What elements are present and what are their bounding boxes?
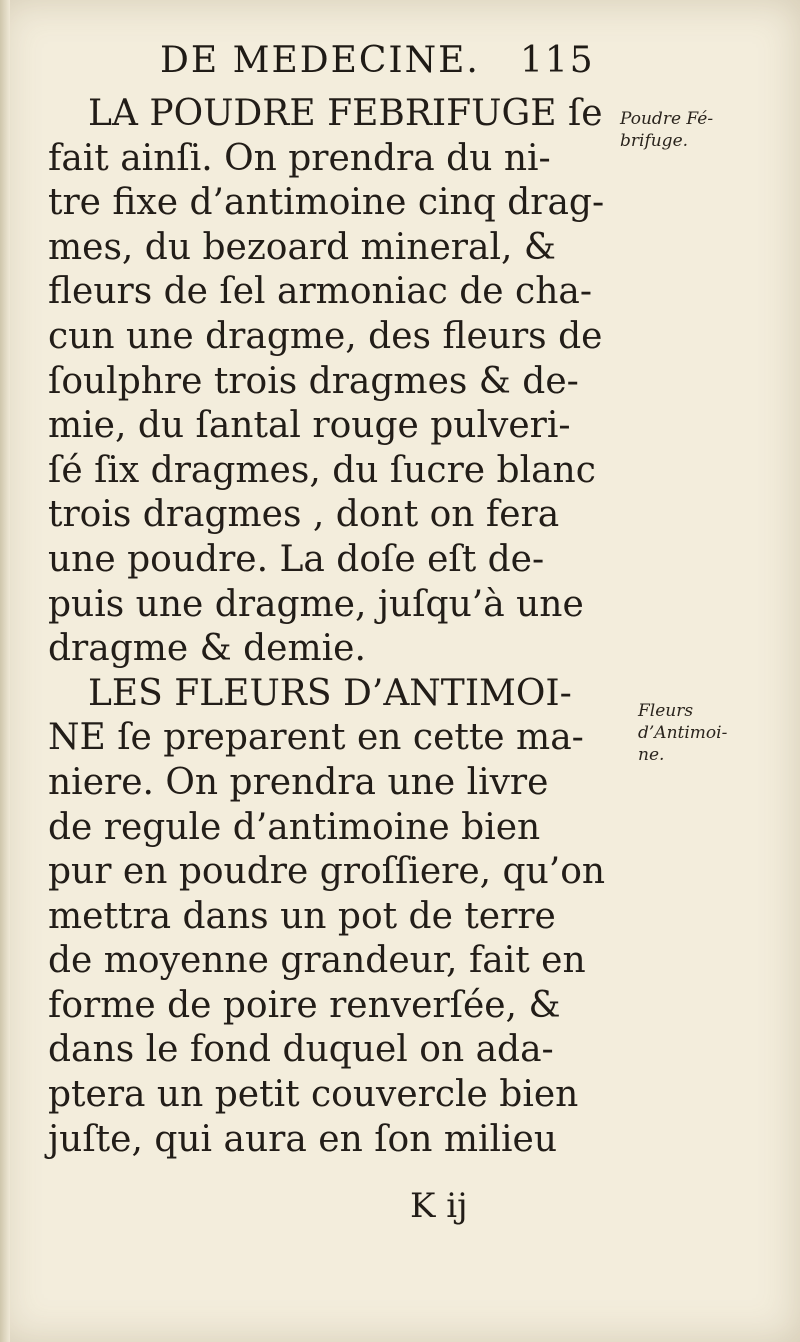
margin-note-fleurs-antimoine [638, 700, 727, 766]
text-line: trois dragmes , dont on fera [48, 494, 560, 536]
text-line: niere. On prendra une livre [48, 761, 549, 803]
text-line: dragme & demie. [48, 628, 366, 670]
text-line: puis une dragme, juſqu’à une [48, 583, 584, 625]
text-line: fait ainſi. On prendra du ni- [48, 137, 551, 179]
margin-note-line: Fleurs [638, 701, 694, 721]
text-line: NE ſe preparent en cette ma- [48, 717, 584, 759]
running-title: DE MEDECINE. [160, 40, 480, 81]
text-line: ſé ſix dragmes, du ſucre blanc [48, 449, 596, 491]
text-line: mettra dans un pot de terre [48, 895, 556, 937]
signature-mark: K ij [410, 1186, 468, 1226]
text-line: forme de poire renverſée, & [48, 984, 561, 1026]
margin-note-line: Poudre Fé- [620, 109, 714, 129]
text-line: LA POUDRE FEBRIFUGE ſe [88, 93, 603, 134]
text-line: une poudre. La doſe eſt de- [48, 538, 545, 580]
text-line: fleurs de ſel armoniac de cha- [48, 271, 593, 313]
text-line: ſoulphre trois dragmes & de- [48, 360, 579, 402]
text-line: LES FLEURS D’ANTIMOI- [88, 672, 572, 714]
text-line: dans le fond duquel on ada- [48, 1029, 554, 1071]
page-header [160, 40, 600, 90]
body-text [48, 92, 618, 1162]
text-line: de regule d’antimoine bien [48, 806, 541, 848]
text-line: ptera un petit couvercle bien [48, 1074, 579, 1116]
margin-note-line: ne. [638, 745, 665, 765]
margin-note-line: d’Antimoi- [638, 723, 728, 743]
text-line: mie, du ſantal rouge pulveri- [48, 405, 571, 447]
text-line: juſte, qui aura en ſon milieu [48, 1118, 558, 1160]
text-line: mes, du bezoard mineral, & [48, 226, 556, 268]
margin-note-line: brifuge. [620, 131, 689, 151]
margin-note-poudre-febrifuge [620, 108, 713, 152]
text-line: cun une dragme, des fleurs de [48, 315, 603, 357]
text-line: pur en poudre groſſiere, qu’on [48, 851, 606, 893]
page-binding-edge [0, 0, 10, 1342]
text-line: tre fixe d’antimoine cinq drag- [48, 182, 605, 224]
page-number: 115 [520, 40, 595, 81]
text-line: de moyenne grandeur, fait en [48, 940, 586, 982]
